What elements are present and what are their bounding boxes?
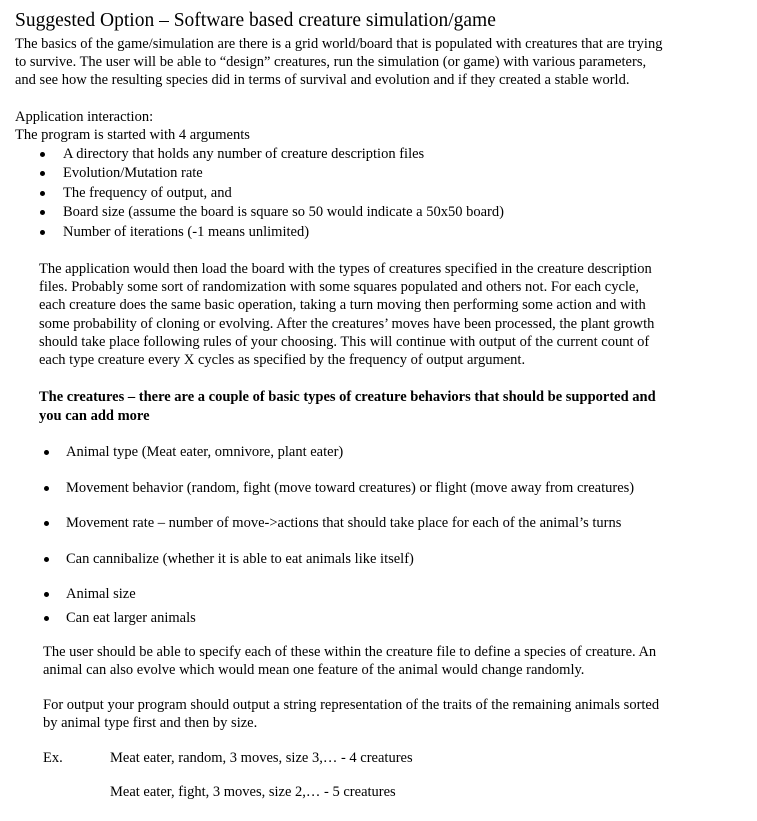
trait-item: Animal type (Meat eater, omnivore, plant eater) [66, 444, 344, 460]
argument-item: Evolution/Mutation rate [63, 165, 203, 181]
app-paragraph-line: each creature does the same basic operation, taking a turn moving then performing some action and with [39, 297, 646, 313]
bullet-icon [44, 486, 49, 491]
app-paragraph-line: each type creature every X cycles as specified by the frequency of output argument. [39, 352, 526, 368]
app-paragraph-line: some probability of cloning or evolving. After the creatures’ moves have been processed, the plant growth [39, 316, 655, 332]
interaction-heading: Application interaction: [15, 109, 154, 125]
example-line: Meat eater, random, 3 moves, size 3,… - 4 creatures [110, 750, 413, 766]
creatures-heading: you can add more [39, 408, 150, 424]
species-paragraph-line: animal can also evolve which would mean one feature of the animal would change randomly. [43, 662, 585, 678]
app-paragraph-line: should take place following rules of your choosing. This will continue with output of the current count of [39, 334, 650, 350]
intro-line: to survive. The user will be able to “design” creatures, run the simulation (or game) with various parameters, [15, 54, 647, 70]
bullet-icon [44, 450, 49, 455]
example-line: Meat eater, fight, 3 moves, size 2,… - 5 creatures [110, 784, 396, 800]
species-paragraph-line: The user should be able to specify each of these within the creature file to define a species of creature. An [43, 644, 657, 660]
trait-item: Movement rate – number of move->actions that should take place for each of the animal’s turns [66, 515, 622, 531]
trait-item: Animal size [66, 586, 136, 602]
example-label: Ex. [43, 750, 63, 766]
bullet-icon [40, 210, 45, 215]
output-paragraph-line: by animal type first and then by size. [43, 715, 258, 731]
trait-item: Can cannibalize (whether it is able to eat animals like itself) [66, 551, 414, 567]
intro-line: and see how the resulting species did in terms of survival and evolution and if they created a stable world. [15, 72, 630, 88]
bullet-icon [40, 230, 45, 235]
bullet-icon [40, 191, 45, 196]
doc-title: Suggested Option – Software based creature simulation/game [15, 10, 496, 31]
app-paragraph-line: files. Probably some sort of randomization with some squares populated and others not. For each cycle, [39, 279, 639, 295]
bullet-icon [40, 171, 45, 176]
trait-item: Movement behavior (random, fight (move toward creatures) or flight (move away from creatures) [66, 480, 635, 496]
argument-item: Number of iterations (-1 means unlimited) [63, 224, 310, 240]
intro-line: The basics of the game/simulation are there is a grid world/board that is populated with creatures that are trying [15, 36, 663, 52]
app-paragraph-line: The application would then load the board with the types of creatures specified in the creature description [39, 261, 652, 277]
argument-item: The frequency of output, and [63, 185, 232, 201]
trait-item: Can eat larger animals [66, 610, 196, 626]
bullet-icon [40, 152, 45, 157]
bullet-icon [44, 616, 49, 621]
args-intro: The program is started with 4 arguments [15, 127, 250, 143]
bullet-icon [44, 592, 49, 597]
bullet-icon [44, 521, 49, 526]
argument-item: A directory that holds any number of creature description files [63, 146, 425, 162]
argument-item: Board size (assume the board is square so 50 would indicate a 50x50 board) [63, 204, 504, 220]
creatures-heading: The creatures – there are a couple of basic types of creature behaviors that should be supported and [39, 389, 656, 405]
output-paragraph-line: For output your program should output a string representation of the traits of the remaining animals sorted [43, 697, 660, 713]
bullet-icon [44, 557, 49, 562]
